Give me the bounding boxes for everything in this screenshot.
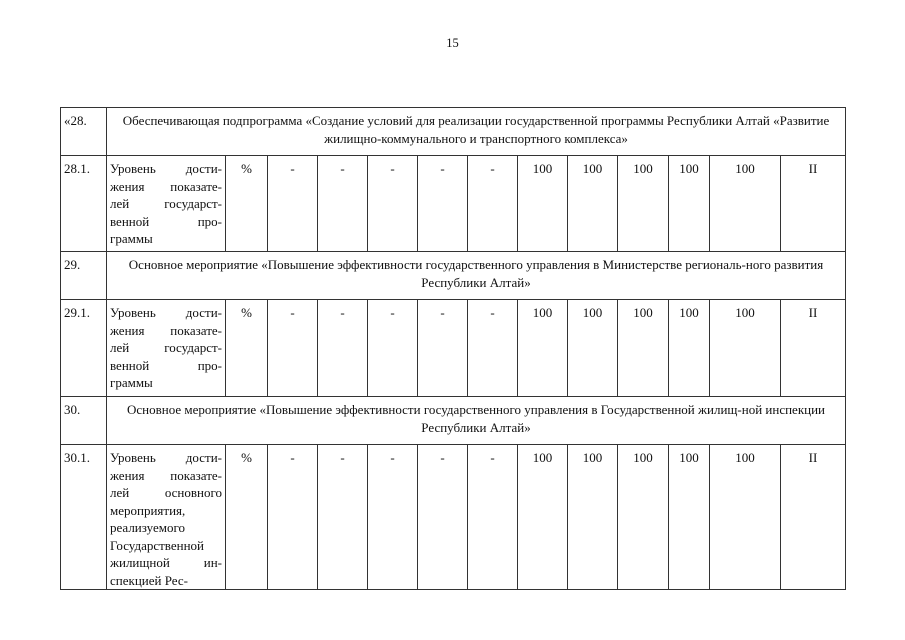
description-line: венной про-	[110, 213, 222, 229]
description-line: спекцией Рес-	[110, 572, 188, 588]
value-cell: -	[318, 445, 368, 590]
indicators-table	[60, 107, 846, 590]
value-cell: 100	[618, 445, 669, 590]
value-cell: 100	[568, 300, 618, 397]
description-line: Государственной	[110, 537, 205, 553]
description-line: граммы	[110, 231, 153, 246]
value-cell: 100	[669, 156, 710, 252]
value-cell: 100	[518, 445, 568, 590]
description-line: венной про-	[110, 357, 222, 373]
value-cell: -	[268, 445, 318, 590]
description-line: лей основного	[110, 485, 222, 500]
description-line: лей государст-	[110, 196, 222, 211]
indicator-number: 28.1.	[61, 156, 107, 252]
category-cell: II	[781, 445, 846, 590]
value-cell: -	[318, 156, 368, 252]
indicator-row	[61, 300, 846, 397]
unit-cell: %	[226, 300, 268, 397]
value-cell: 100	[568, 445, 618, 590]
value-cell: 100	[669, 445, 710, 590]
section-title: Основное мероприятие «Повышение эффективности государственного управления в Министерстве региональ-ного развития Республики Алтай»	[107, 252, 846, 300]
description-line: Уровень дости-	[110, 450, 222, 465]
indicator-number: 29.1.	[61, 300, 107, 397]
value-cell: 100	[669, 300, 710, 397]
value-cell: 100	[518, 300, 568, 397]
indicator-number: 30.1.	[61, 445, 107, 590]
indicator-row	[61, 156, 846, 252]
indicator-row	[61, 445, 846, 590]
value-cell: 100	[618, 156, 669, 252]
value-cell: -	[468, 445, 518, 590]
value-cell: 100	[568, 156, 618, 252]
value-cell: -	[368, 300, 418, 397]
description-line: реализуемого	[110, 520, 185, 535]
description-line: лей государст-	[110, 340, 222, 355]
value-cell: -	[268, 156, 318, 252]
section-header-row	[61, 397, 846, 445]
value-cell: -	[468, 300, 518, 397]
value-cell: -	[418, 300, 468, 397]
section-title: Обеспечивающая подпрограмма «Создание условий для реализации государственной программы Республики Алтай «Развитие жилищно-коммунального и транспортного комплекса»	[107, 108, 846, 156]
value-cell: 100	[710, 300, 781, 397]
section-title: Основное мероприятие «Повышение эффективности государственного управления в Государственной жилищ-ной инспекции Республики Алтай»	[107, 397, 846, 445]
value-cell: -	[418, 445, 468, 590]
category-cell: II	[781, 300, 846, 397]
indicator-description	[107, 300, 226, 397]
description-line: жилищной ин-	[110, 555, 222, 570]
value-cell: -	[268, 300, 318, 397]
description-line: жения показате-	[110, 178, 222, 194]
section-header-row	[61, 252, 846, 300]
section-number: 30.	[61, 397, 107, 445]
value-cell: -	[368, 445, 418, 590]
value-cell: 100	[710, 445, 781, 590]
unit-cell: %	[226, 445, 268, 590]
value-cell: 100	[618, 300, 669, 397]
indicator-description	[107, 156, 226, 252]
section-number: 29.	[61, 252, 107, 300]
category-cell: II	[781, 156, 846, 252]
section-number: «28.	[61, 108, 107, 156]
value-cell: -	[468, 156, 518, 252]
unit-cell: %	[226, 156, 268, 252]
description-line: Уровень дости-	[110, 305, 222, 320]
indicator-description	[107, 445, 226, 590]
description-line: мероприятия,	[110, 502, 186, 518]
description-line: жения показате-	[110, 322, 222, 338]
value-cell: 100	[518, 156, 568, 252]
value-cell: -	[418, 156, 468, 252]
description-line: жения показате-	[110, 467, 222, 483]
description-line: Уровень дости-	[110, 161, 222, 176]
value-cell: 100	[710, 156, 781, 252]
value-cell: -	[368, 156, 418, 252]
value-cell: -	[318, 300, 368, 397]
section-header-row	[61, 108, 846, 156]
description-line: граммы	[110, 375, 153, 390]
page-number: 15	[446, 36, 459, 50]
